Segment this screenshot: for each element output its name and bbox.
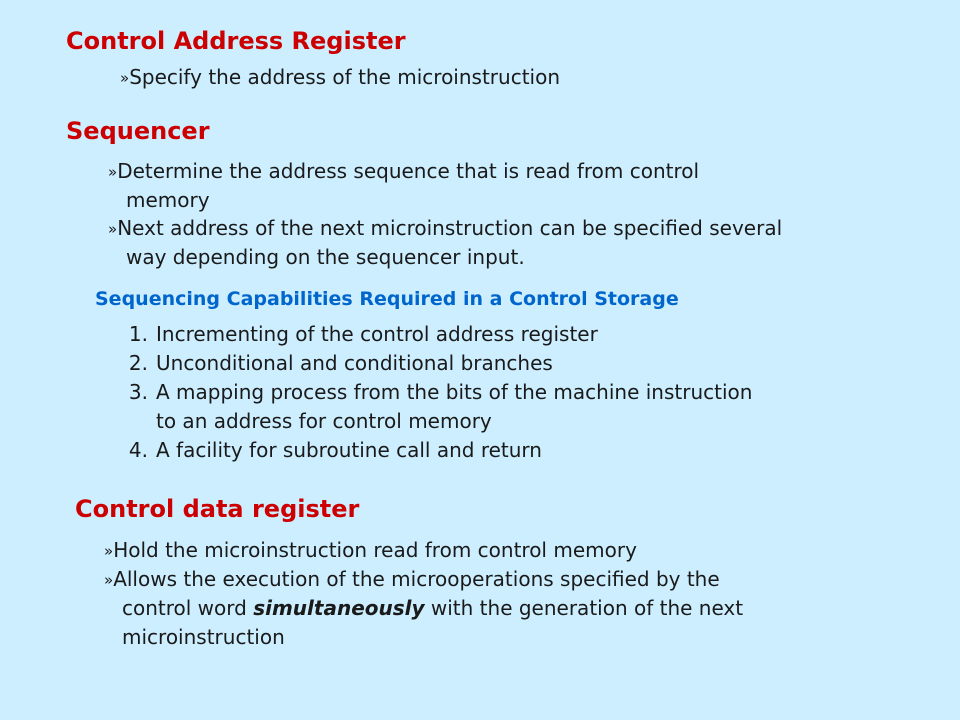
heading-control-address-register: Control Address Register	[66, 27, 406, 55]
heading-control-data-register: Control data register	[75, 495, 360, 523]
capability-text: Incrementing of the control address register	[156, 322, 598, 346]
sequencer-bullet-2-cont: way depending on the sequencer input.	[126, 245, 525, 269]
heading-sequencer: Sequencer	[66, 117, 210, 145]
sequencer-bullet-1	[108, 157, 699, 187]
bullet-glyph: »	[104, 542, 114, 560]
cdr-bullet-1-text: Hold the microinstruction read from control memory	[113, 538, 637, 562]
capability-number: 1.	[128, 322, 148, 346]
capability-item	[110, 351, 553, 375]
capability-item	[110, 322, 598, 346]
bullet-glyph: »	[120, 69, 130, 87]
car-bullet	[120, 63, 560, 93]
subheading-sequencing-capabilities: Sequencing Capabilities Required in a Control Storage	[95, 288, 679, 310]
capability-number: 2.	[128, 351, 148, 375]
capability-number: 4.	[128, 438, 148, 462]
capability-text: A mapping process from the bits of the machine instruction	[156, 380, 753, 404]
capability-text: Unconditional and conditional branches	[156, 351, 553, 375]
cdr-bullet-2-cont2: microinstruction	[122, 625, 285, 649]
capability-item	[110, 438, 542, 462]
cdr-bullet-2-cont	[122, 594, 743, 623]
bullet-glyph: »	[104, 571, 114, 589]
capability-item	[110, 380, 752, 404]
cdr-bullet-1	[104, 536, 637, 566]
capability-number: 3.	[128, 380, 148, 404]
bullet-glyph: »	[108, 220, 118, 238]
cdr-bullet-2	[104, 565, 720, 595]
cdr-emphasis: simultaneously	[253, 596, 425, 620]
bullet-glyph: »	[108, 163, 118, 181]
cdr-bullet-2-text: Allows the execution of the microoperations specified by the	[113, 567, 720, 591]
cdr-line-post: with the generation of the next	[424, 596, 744, 620]
car-bullet-text: Specify the address of the microinstruction	[129, 65, 560, 89]
capability-item-cont: to an address for control memory	[156, 409, 492, 433]
sequencer-bullet-2-text: Next address of the next microinstruction can be specified several	[117, 216, 783, 240]
sequencer-bullet-1-cont: memory	[126, 188, 210, 212]
capability-text: A facility for subroutine call and return	[156, 438, 542, 462]
sequencer-bullet-1-text: Determine the address sequence that is read from control	[117, 159, 700, 183]
sequencer-bullet-2	[108, 214, 782, 244]
cdr-line-pre: control word	[122, 596, 254, 620]
